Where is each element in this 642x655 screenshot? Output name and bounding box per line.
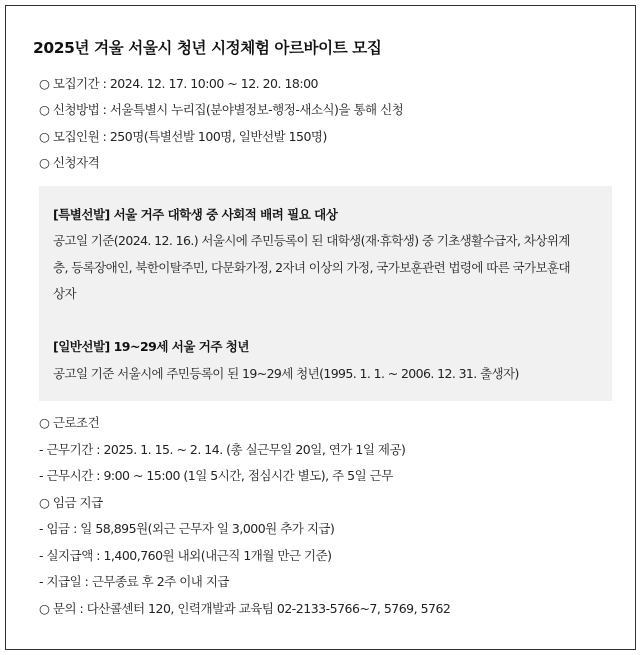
recruit-period: ○ 모집기간 : 2024. 12. 17. 10:00 ~ 12. 20. 18:00 (39, 76, 318, 91)
pay-wage: - 임금 : 일 58,895원(외근 근무자 일 3,000원 추가 지급) (39, 521, 335, 536)
pay-net-amount: - 실지급액 : 1,400,760원 내외(내근직 1개월 만근 기준) (39, 548, 332, 563)
contact-info: ○ 문의 : 다산콜센터 120, 인력개발과 교육팀 02-2133-5766~7, 5769, 5762 (39, 601, 451, 616)
work-period: - 근무기간 : 2025. 1. 15. ~ 2. 14. (총 실근무일 20일, 연가 1일 제공) (39, 442, 406, 457)
pay-heading: ○ 임금 지급 (39, 495, 103, 510)
special-selection-text-line-3: 상자 (53, 286, 76, 301)
qualification-heading: ○ 신청자격 (39, 155, 100, 170)
work-hours: - 근무시간 : 9:00 ~ 15:00 (1일 5시간, 점심시간 별도), 주 5일 근무 (39, 468, 393, 483)
general-selection-heading: [일반선발] 19~29세 서울 거주 청년 (53, 339, 249, 354)
pay-date: - 지급일 : 근무종료 후 2주 이내 지급 (39, 574, 229, 589)
apply-method: ○ 신청방법 : 서울특별시 누리집(분야별정보-행정-새소식)을 통해 신청 (39, 102, 404, 117)
notice-title: 2025년 겨울 서울시 청년 시정체험 아르바이트 모집 (33, 39, 382, 57)
general-selection-text: 공고일 기준 서울시에 주민등록이 된 19~29세 청년(1995. 1. 1. ~ 2006. 12. 31. 출생자) (53, 366, 519, 381)
notice-frame (5, 5, 636, 650)
special-selection-heading: [특별선발] 서울 거주 대학생 중 사회적 배려 필요 대상 (53, 207, 338, 222)
qualification-box (39, 186, 612, 401)
recruit-count: ○ 모집인원 : 250명(특별선발 100명, 일반선발 150명) (39, 129, 327, 144)
work-conditions-heading: ○ 근로조건 (39, 415, 100, 430)
special-selection-text-line-2: 층, 등록장애인, 북한이탈주민, 다문화가정, 2자녀 이상의 가정, 국가보훈관련 법령에 따른 국가보훈대 (53, 260, 570, 275)
special-selection-text-line-1: 공고일 기준(2024. 12. 16.) 서울시에 주민등록이 된 대학생(재·휴학생) 중 기초생활수급자, 차상위계 (53, 233, 570, 248)
